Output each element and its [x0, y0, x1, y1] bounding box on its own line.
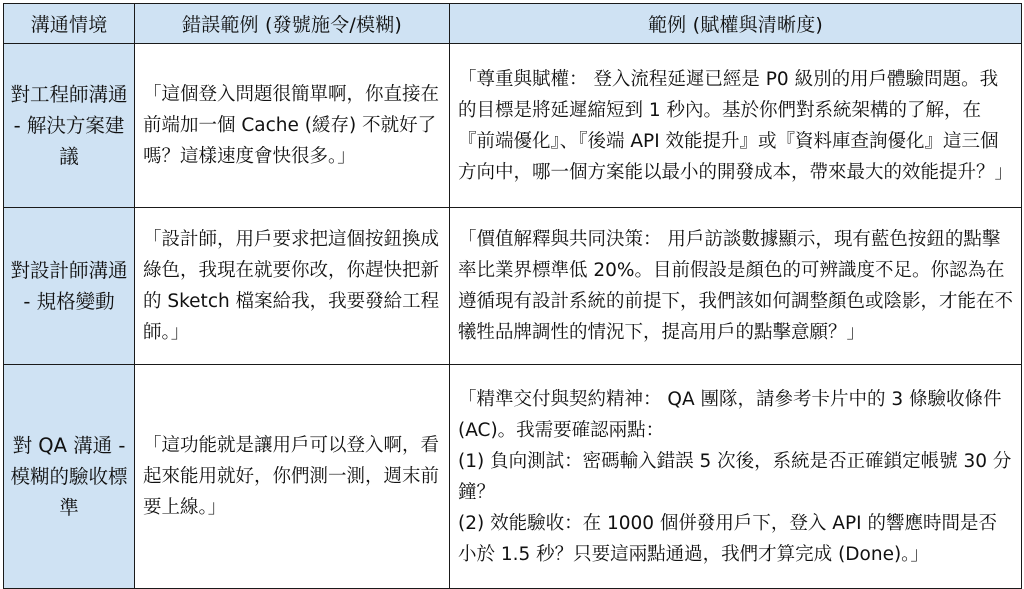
header-scenario: 溝通情境 — [4, 4, 135, 44]
wrong-example-text: 「這個登入問題很簡單啊，你直接在前端加一個 Cache (緩存) 不就好了嗎？這樣速度會快很多。」 — [143, 84, 440, 167]
wrong-example-text: 「這功能就是讓用戶可以登入啊，看起來能用就好，你們測一測，週末前要上線。」 — [143, 435, 440, 518]
wrong-example-cell — [135, 44, 450, 208]
good-example-cell — [450, 365, 1022, 589]
table-body — [4, 44, 1022, 589]
good-example-cell — [450, 208, 1022, 365]
table-row — [4, 44, 1022, 208]
scenario-cell — [4, 208, 135, 365]
table-row — [4, 208, 1022, 365]
wrong-example-cell — [135, 208, 450, 365]
header-row — [4, 4, 1022, 44]
good-example-text: 「尊重與賦權： 登入流程延遲已經是 P0 級別的用戶體驗問題。我的目標是將延遲縮短到 1 秒內。基於你們對系統架構的了解，在『前端優化』、『後端 API 效能提升』或『資料庫查詢優化』這三個方向中，哪一個方案能以最小的開發成本，帶來最大的效能提升？」 — [458, 68, 1014, 183]
table-row — [4, 365, 1022, 589]
wrong-example-cell — [135, 365, 450, 589]
wrong-example-text: 「設計師，用戶要求把這個按鈕換成綠色，我現在就要你改，你趕快把新的 Sketch 檔案給我，我要發給工程師。」 — [143, 229, 440, 343]
scenario-cell — [4, 44, 135, 208]
scenario-text: 對工程師溝通 - 解決方案建議 — [10, 83, 128, 168]
good-example-cell — [450, 44, 1022, 208]
scenario-text: 對設計師溝通 - 規格變動 — [10, 259, 128, 313]
header-good-example: 範例 (賦權與清晰度) — [450, 4, 1022, 44]
communication-examples-table — [3, 3, 1022, 589]
good-example-text: 「精準交付與契約精神： QA 團隊，請參考卡片中的 3 條驗收條件 (AC)。我需要確認兩點： (1) 負向測試：密碼輸入錯誤 5 次後，系統是否正確鎖定帳號 30 分鐘？ (2) 效能驗收：在 1000 個併發用戶下，登入 API 的響應時間是否小於 1.5 秒？只要這兩點通過，我們才算完成 (Done)。」 — [458, 388, 1012, 565]
scenario-cell — [4, 365, 135, 589]
table-header — [4, 4, 1022, 44]
scenario-text: 對 QA 溝通 - 模糊的驗收標準 — [10, 434, 128, 519]
header-wrong-example: 錯誤範例 (發號施令/模糊) — [135, 4, 450, 44]
good-example-text: 「價值解釋與共同決策： 用戶訪談數據顯示，現有藍色按鈕的點擊率比業界標準低 20%。目前假設是顏色的可辨識度不足。你認為在遵循現有設計系統的前提下，我們該如何調整顏色或陰影，才能在不犧牲品牌調性的情況下，提高用戶的點擊意願？」 — [458, 229, 1014, 343]
